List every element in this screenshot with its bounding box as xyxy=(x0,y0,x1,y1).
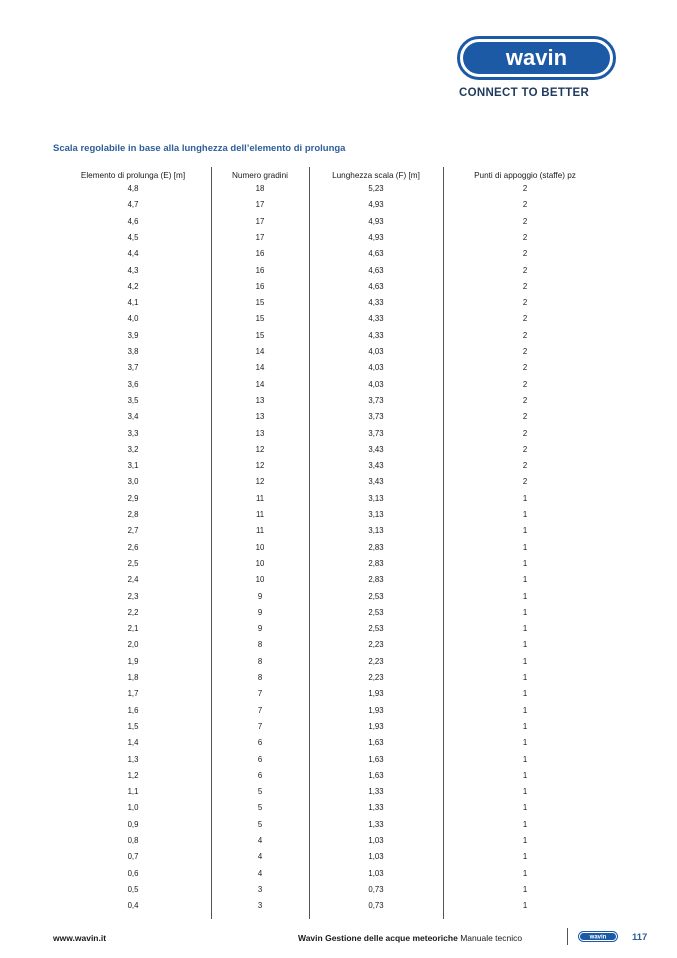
cell-gradini: 16 xyxy=(255,281,265,291)
table-row xyxy=(0,771,677,783)
cell-elemento: 4,8 xyxy=(127,184,139,193)
cell-lunghezza: 4,03 xyxy=(368,379,384,389)
cell-gradini: 12 xyxy=(255,477,265,487)
cell-elemento: 1,8 xyxy=(127,673,139,682)
cell-elemento: 0,8 xyxy=(127,836,139,845)
cell-lunghezza: 4,03 xyxy=(368,363,384,373)
cell-gradini: 17 xyxy=(255,216,265,226)
cell-lunghezza: 4,33 xyxy=(368,314,384,324)
cell-lunghezza: 1,93 xyxy=(368,721,384,731)
cell-staffe: 2 xyxy=(522,330,528,340)
cell-gradini: 10 xyxy=(255,575,265,585)
table-row xyxy=(0,445,677,457)
table-row xyxy=(0,510,677,522)
table-row xyxy=(0,477,677,489)
cell-staffe: 2 xyxy=(522,379,528,389)
cell-elemento: 4,4 xyxy=(127,249,139,259)
cell-elemento: 4,3 xyxy=(127,265,139,275)
table-row xyxy=(0,331,677,343)
table-row xyxy=(0,689,677,701)
cell-gradini: 6 xyxy=(257,738,263,748)
header-staffe: Punti di appoggio (staffe) pz xyxy=(474,171,576,180)
cell-lunghezza: 2,83 xyxy=(368,542,384,552)
cell-elemento: 3,6 xyxy=(127,379,139,389)
cell-lunghezza: 2,53 xyxy=(368,591,384,601)
cell-lunghezza: 1,03 xyxy=(368,836,384,845)
cell-elemento: 2,0 xyxy=(127,640,139,650)
cell-gradini: 4 xyxy=(257,836,263,845)
cell-elemento: 1,7 xyxy=(127,689,139,699)
footer-url[interactable]: www.wavin.it xyxy=(53,933,107,943)
cell-gradini: 17 xyxy=(255,232,265,242)
cell-staffe: 2 xyxy=(522,232,528,242)
table-row xyxy=(0,461,677,473)
cell-staffe: 1 xyxy=(522,770,528,780)
table-row xyxy=(0,429,677,441)
table-row xyxy=(0,869,677,881)
cell-staffe: 2 xyxy=(522,184,528,193)
cell-gradini: 12 xyxy=(255,461,265,471)
logo-text: wavin xyxy=(505,45,568,70)
cell-lunghezza: 2,23 xyxy=(368,640,384,650)
cell-gradini: 10 xyxy=(255,558,265,568)
table-row xyxy=(0,233,677,245)
cell-staffe: 2 xyxy=(522,395,528,405)
cell-gradini: 7 xyxy=(257,689,263,699)
cell-staffe: 1 xyxy=(522,738,528,748)
cell-lunghezza: 3,43 xyxy=(368,444,384,454)
cell-gradini: 13 xyxy=(255,395,265,405)
cell-staffe: 1 xyxy=(522,705,528,715)
cell-gradini: 11 xyxy=(255,526,265,536)
cell-elemento: 4,5 xyxy=(127,232,139,242)
cell-staffe: 2 xyxy=(522,216,528,226)
cell-lunghezza: 5,23 xyxy=(368,184,384,193)
cell-gradini: 16 xyxy=(255,265,265,275)
cell-elemento: 2,8 xyxy=(127,510,139,519)
header-lunghezza: Lunghezza scala (F) [m] xyxy=(332,171,420,180)
table-row xyxy=(0,298,677,310)
cell-gradini: 15 xyxy=(255,330,265,340)
cell-elemento: 4,7 xyxy=(127,200,139,210)
cell-lunghezza: 2,23 xyxy=(368,673,384,682)
cell-lunghezza: 2,53 xyxy=(368,624,384,634)
cell-elemento: 3,9 xyxy=(127,330,139,340)
cell-staffe: 2 xyxy=(522,298,528,308)
cell-lunghezza: 3,73 xyxy=(368,395,384,405)
table-row xyxy=(0,608,677,620)
table-row xyxy=(0,543,677,555)
cell-gradini: 3 xyxy=(257,901,263,911)
cell-elemento: 1,2 xyxy=(127,770,139,780)
cell-staffe: 1 xyxy=(522,493,528,503)
cell-staffe: 1 xyxy=(522,819,528,829)
cell-gradini: 6 xyxy=(257,770,263,780)
table-row xyxy=(0,836,677,848)
table-row xyxy=(0,624,677,636)
cell-lunghezza: 3,13 xyxy=(368,526,384,536)
table-row xyxy=(0,200,677,212)
cell-lunghezza: 1,93 xyxy=(368,689,384,699)
cell-elemento: 4,1 xyxy=(127,298,139,308)
cell-gradini: 14 xyxy=(255,379,265,389)
cell-gradini: 15 xyxy=(255,298,265,308)
cell-gradini: 7 xyxy=(257,721,263,731)
table-row xyxy=(0,755,677,767)
table-row xyxy=(0,673,677,685)
cell-gradini: 17 xyxy=(255,200,265,210)
footer-title xyxy=(298,933,522,943)
cell-elemento: 3,7 xyxy=(127,363,139,373)
cell-lunghezza: 2,23 xyxy=(368,656,384,666)
cell-lunghezza: 4,63 xyxy=(368,249,384,259)
cell-elemento: 1,9 xyxy=(127,656,139,666)
cell-lunghezza: 1,93 xyxy=(368,705,384,715)
cell-lunghezza: 4,93 xyxy=(368,200,384,210)
cell-lunghezza: 3,13 xyxy=(368,510,384,519)
cell-staffe: 1 xyxy=(522,884,528,894)
cell-staffe: 1 xyxy=(522,852,528,862)
cell-staffe: 1 xyxy=(522,754,528,764)
cell-elemento: 0,4 xyxy=(127,901,139,911)
cell-elemento: 4,0 xyxy=(127,314,139,324)
cell-staffe: 2 xyxy=(522,477,528,487)
cell-gradini: 16 xyxy=(255,249,265,259)
cell-staffe: 2 xyxy=(522,347,528,356)
header-elemento: Elemento di prolunga (E) [m] xyxy=(80,171,186,180)
cell-staffe: 1 xyxy=(522,673,528,682)
tagline: CONNECT TO BETTER xyxy=(459,87,590,99)
cell-staffe: 1 xyxy=(522,558,528,568)
cell-elemento: 2,6 xyxy=(127,542,139,552)
cell-gradini: 8 xyxy=(257,656,263,666)
cell-lunghezza: 1,33 xyxy=(368,803,384,813)
footer-divider xyxy=(567,928,568,945)
cell-lunghezza: 1,03 xyxy=(368,868,384,878)
cell-staffe: 1 xyxy=(522,526,528,536)
cell-lunghezza: 4,33 xyxy=(368,298,384,308)
cell-staffe: 2 xyxy=(522,314,528,324)
cell-gradini: 7 xyxy=(257,705,263,715)
cell-gradini: 9 xyxy=(257,624,263,634)
footer-wavin-logo xyxy=(578,931,618,942)
table-row xyxy=(0,526,677,538)
table-row xyxy=(0,363,677,375)
cell-gradini: 5 xyxy=(257,787,263,797)
cell-lunghezza: 4,33 xyxy=(368,330,384,340)
cell-gradini: 9 xyxy=(257,591,263,601)
footer-title-bold: Wavin Gestione delle acque meteoriche xyxy=(298,933,458,943)
table-row xyxy=(0,282,677,294)
cell-lunghezza: 4,93 xyxy=(368,216,384,226)
cell-staffe: 2 xyxy=(522,281,528,291)
cell-elemento: 2,2 xyxy=(127,607,139,617)
cell-lunghezza: 3,13 xyxy=(368,493,384,503)
cell-elemento: 2,7 xyxy=(127,526,139,536)
cell-staffe: 1 xyxy=(522,901,528,911)
table-row xyxy=(0,885,677,897)
wavin-logo xyxy=(457,36,616,80)
cell-gradini: 13 xyxy=(255,412,265,422)
table-row xyxy=(0,657,677,669)
cell-elemento: 2,9 xyxy=(127,493,139,503)
cell-gradini: 12 xyxy=(255,444,265,454)
cell-elemento: 3,3 xyxy=(127,428,139,438)
cell-gradini: 5 xyxy=(257,819,263,829)
page-number: 117 xyxy=(632,932,648,943)
cell-lunghezza: 1,63 xyxy=(368,770,384,780)
cell-staffe: 2 xyxy=(522,265,528,275)
cell-elemento: 0,6 xyxy=(127,868,139,878)
table-row xyxy=(0,412,677,424)
footer-title-rest: Manuale tecnico xyxy=(460,933,523,943)
cell-elemento: 0,5 xyxy=(127,884,139,894)
cell-elemento: 1,1 xyxy=(127,787,139,797)
cell-staffe: 1 xyxy=(522,803,528,813)
cell-staffe: 1 xyxy=(522,607,528,617)
cell-lunghezza: 3,73 xyxy=(368,412,384,422)
cell-lunghezza: 2,83 xyxy=(368,575,384,585)
cell-gradini: 4 xyxy=(257,852,263,862)
cell-lunghezza: 3,73 xyxy=(368,428,384,438)
cell-elemento: 1,3 xyxy=(127,754,139,764)
cell-lunghezza: 2,53 xyxy=(368,607,384,617)
cell-elemento: 2,5 xyxy=(127,558,139,568)
cell-gradini: 15 xyxy=(255,314,265,324)
cell-staffe: 2 xyxy=(522,363,528,373)
cell-elemento: 3,5 xyxy=(127,395,139,405)
table-row xyxy=(0,592,677,604)
cell-elemento: 3,8 xyxy=(127,347,139,356)
table-row xyxy=(0,494,677,506)
cell-elemento: 2,4 xyxy=(127,575,139,585)
table-row xyxy=(0,901,677,913)
cell-elemento: 4,6 xyxy=(127,216,139,226)
cell-elemento: 3,1 xyxy=(127,461,139,471)
cell-elemento: 2,3 xyxy=(127,591,139,601)
table-row xyxy=(0,575,677,587)
cell-lunghezza: 1,33 xyxy=(368,787,384,797)
cell-lunghezza: 1,33 xyxy=(368,819,384,829)
table-row xyxy=(0,852,677,864)
cell-lunghezza: 0,73 xyxy=(368,901,384,911)
table-row xyxy=(0,559,677,571)
cell-gradini: 14 xyxy=(255,347,265,356)
cell-staffe: 1 xyxy=(522,624,528,634)
cell-staffe: 1 xyxy=(522,689,528,699)
cell-lunghezza: 1,03 xyxy=(368,852,384,862)
cell-elemento: 0,7 xyxy=(127,852,139,862)
cell-gradini: 6 xyxy=(257,754,263,764)
cell-staffe: 1 xyxy=(522,787,528,797)
cell-gradini: 3 xyxy=(257,884,263,894)
cell-lunghezza: 0,73 xyxy=(368,884,384,894)
cell-gradini: 11 xyxy=(255,493,265,503)
cell-gradini: 11 xyxy=(255,510,265,519)
table-row xyxy=(0,249,677,261)
cell-lunghezza: 3,43 xyxy=(368,477,384,487)
cell-gradini: 8 xyxy=(257,673,263,682)
cell-gradini: 4 xyxy=(257,868,263,878)
cell-elemento: 1,0 xyxy=(127,803,139,813)
cell-staffe: 1 xyxy=(522,575,528,585)
cell-staffe: 2 xyxy=(522,428,528,438)
cell-staffe: 1 xyxy=(522,591,528,601)
table-subtitle: Scala regolabile in base alla lunghezza dell’elemento di prolunga xyxy=(53,143,346,154)
table-row xyxy=(0,706,677,718)
cell-gradini: 5 xyxy=(257,803,263,813)
cell-elemento: 0,9 xyxy=(127,819,139,829)
cell-gradini: 8 xyxy=(257,640,263,650)
cell-elemento: 3,4 xyxy=(127,412,139,422)
cell-elemento: 3,0 xyxy=(127,477,139,487)
table-row xyxy=(0,787,677,799)
cell-lunghezza: 2,83 xyxy=(368,558,384,568)
cell-elemento: 1,5 xyxy=(127,721,139,731)
table-row xyxy=(0,803,677,815)
cell-gradini: 10 xyxy=(255,542,265,552)
table-row xyxy=(0,738,677,750)
table-row xyxy=(0,347,677,359)
cell-staffe: 1 xyxy=(522,836,528,845)
cell-staffe: 2 xyxy=(522,412,528,422)
cell-staffe: 1 xyxy=(522,510,528,519)
cell-gradini: 13 xyxy=(255,428,265,438)
cell-staffe: 1 xyxy=(522,656,528,666)
cell-lunghezza: 4,63 xyxy=(368,281,384,291)
header-gradini: Numero gradini xyxy=(232,171,288,180)
cell-staffe: 2 xyxy=(522,200,528,210)
table-row xyxy=(0,722,677,734)
table-row xyxy=(0,217,677,229)
footer-logo-text: wavin xyxy=(589,934,607,941)
cell-staffe: 1 xyxy=(522,542,528,552)
cell-staffe: 2 xyxy=(522,249,528,259)
cell-elemento: 2,1 xyxy=(127,624,139,634)
cell-lunghezza: 4,03 xyxy=(368,347,384,356)
table-row xyxy=(0,640,677,652)
cell-elemento: 3,2 xyxy=(127,444,139,454)
cell-staffe: 1 xyxy=(522,721,528,731)
table-row xyxy=(0,314,677,326)
cell-staffe: 1 xyxy=(522,868,528,878)
cell-lunghezza: 1,63 xyxy=(368,738,384,748)
table-row xyxy=(0,396,677,408)
table-row xyxy=(0,820,677,832)
cell-elemento: 4,2 xyxy=(127,281,139,291)
cell-staffe: 2 xyxy=(522,461,528,471)
table-header xyxy=(0,171,677,183)
cell-gradini: 14 xyxy=(255,363,265,373)
table-row xyxy=(0,184,677,196)
cell-elemento: 1,4 xyxy=(127,738,139,748)
cell-lunghezza: 1,63 xyxy=(368,754,384,764)
cell-gradini: 9 xyxy=(257,607,263,617)
cell-staffe: 1 xyxy=(522,640,528,650)
cell-lunghezza: 3,43 xyxy=(368,461,384,471)
cell-elemento: 1,6 xyxy=(127,705,139,715)
cell-lunghezza: 4,93 xyxy=(368,232,384,242)
cell-gradini: 18 xyxy=(255,184,265,193)
cell-lunghezza: 4,63 xyxy=(368,265,384,275)
table-row xyxy=(0,266,677,278)
cell-staffe: 2 xyxy=(522,444,528,454)
table-row xyxy=(0,380,677,392)
